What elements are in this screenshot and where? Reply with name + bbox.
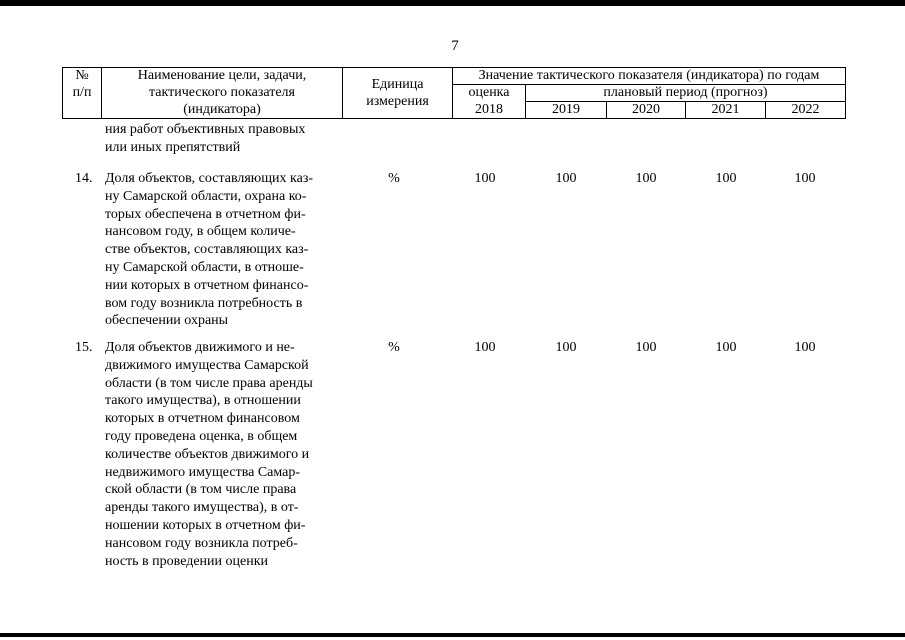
header-value-group: Значение тактического показателя (индикатора) по годам [478,68,820,83]
row-description-line: нии которых в отчетном финансо- [105,277,309,293]
row-description-line: такого имущества), в отношении [105,393,301,409]
header-year-2018: 2018 [475,102,503,117]
header-name-line1: Наименование цели, задачи, [137,68,307,83]
row-description-line: ну Самарской области, в отноше- [105,259,304,275]
row-value-2019: 100 [555,171,577,186]
row-description-line: которых в отчетном финансовом [105,411,300,427]
row-number: 14. [75,171,93,186]
row-description-line: Доля объектов движимого и не- [105,340,295,355]
row-description-line: области (в том числе права аренды [105,375,313,391]
row-unit: % [388,340,400,355]
bottom-rule [0,633,905,637]
row-description-line: торых обеспечена в отчетном фи- [105,206,306,222]
row-description-line: году проведена оценка, в общем [105,428,298,444]
row-description-line: ношении которых в отчетном фи- [105,517,306,533]
header-num-line2: п/п [72,85,92,100]
header-plan-period: плановый период (прогноз) [603,85,768,100]
header-year-2019: 2019 [552,102,580,117]
header-name-line2: тактического показателя [149,85,295,100]
row-unit: % [388,171,400,186]
header-year-2022: 2022 [791,102,820,117]
continuation-text [105,121,336,157]
header-estimate: оценка [468,85,510,100]
header-num-line1: № [75,68,89,83]
continuation-line: ния работ объективных правовых [105,122,306,137]
header-unit-line2: измерения [366,94,429,109]
row-description-line: количестве объектов движимого и [105,446,310,462]
top-rule [0,0,905,6]
page-number: 7 [451,38,459,54]
row-description-line: обеспечении охраны [105,313,229,329]
row-value-2019: 100 [555,340,577,355]
row-description-line: нансовом году возникла потреб- [105,535,298,551]
row-value-2018: 100 [474,340,496,355]
row-value-2022: 100 [794,171,816,186]
header-year-2020: 2020 [632,102,660,117]
continuation-line: или иных препятствий [105,139,241,155]
header-year-2021: 2021 [711,102,740,117]
row-value-2021: 100 [715,340,737,355]
row-description-line: ну Самарской области, охрана ко- [105,188,307,204]
row-description [105,170,336,330]
row-description-line: ность в проведении оценки [105,553,269,569]
row-description [105,339,336,570]
row-description-line: аренды такого имущества), в от- [105,500,299,516]
header-unit-line1: Единица [371,77,424,92]
row-value-2018: 100 [474,171,496,186]
row-description-line: движимого имущества Самарской [105,357,309,373]
row-description-line: недвижимого имущества Самар- [105,464,301,480]
row-description-line: вом году возникла потребность в [105,295,303,311]
row-description-line: Доля объектов, составляющих каз- [105,171,314,186]
row-value-2020: 100 [635,171,657,186]
row-description-line: ской области (в том числе права [105,482,297,498]
row-value-2022: 100 [794,340,816,355]
row-value-2021: 100 [715,171,737,186]
row-value-2020: 100 [635,340,657,355]
row-description-line: стве объектов, составляющих каз- [105,242,309,258]
row-number: 15. [75,340,93,355]
header-name-line3: (индикатора) [183,102,261,117]
row-description-line: нансовом году, в общем количе- [105,224,296,240]
